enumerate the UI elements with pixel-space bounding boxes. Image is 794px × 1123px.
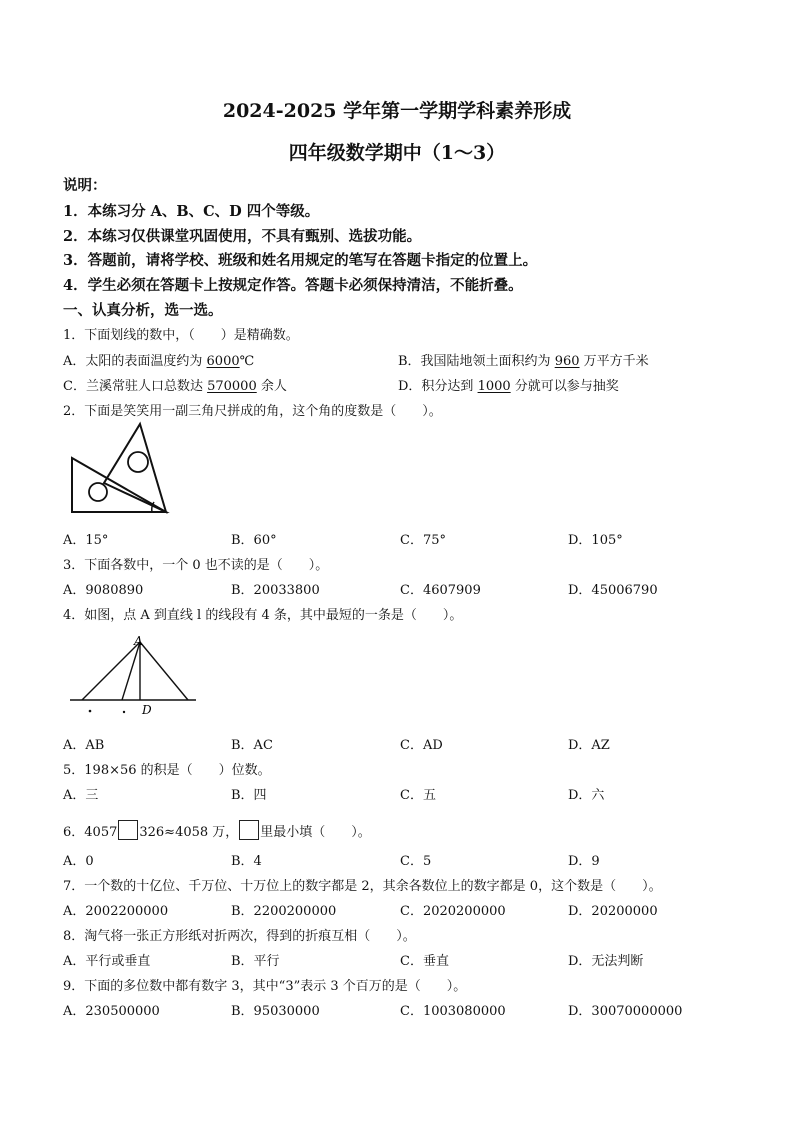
question-3-stem: 3．下面各数中，一个 0 也不读的是（ ）。 [63, 558, 329, 573]
question-1-option-c: C．兰溪常驻人口总数达 570000 余人 [63, 379, 287, 394]
question-8-stem: 8．淘气将一张正方形纸对折两次，得到的折痕互相（ ）。 [63, 929, 416, 944]
question-6-option-c: C．5 [400, 854, 432, 869]
question-4-option-b: B．AC [231, 738, 273, 753]
question-3-option-a: A．9080890 [63, 583, 144, 598]
page-subtitle: 四年级数学期中（1～3） [288, 142, 506, 164]
question-3-option-c: C．4607909 [400, 583, 481, 598]
question-8-option-d: D．无法判断 [568, 954, 644, 969]
question-7-option-d: D．20200000 [568, 904, 658, 919]
figure-label-a: A [134, 634, 143, 648]
question-9-option-c: C．1003080000 [400, 1004, 506, 1019]
blank-box [239, 820, 259, 840]
point-line-figure [62, 634, 202, 718]
question-2-option-a: A．15° [63, 533, 109, 548]
instructions-heading: 说明： [63, 177, 107, 194]
question-1-option-b: B．我国陆地领土面积约为 960 万平方千米 [398, 354, 649, 369]
question-2-option-d: D．105° [568, 533, 623, 548]
question-8-option-a: A．平行或垂直 [63, 954, 151, 969]
question-7-option-a: A．2002200000 [63, 904, 169, 919]
question-3-option-d: D．45006790 [568, 583, 658, 598]
question-4-stem: 4．如图，点 A 到直线 l 的线段有 4 条，其中最短的一条是（ ）。 [63, 608, 463, 623]
question-2-stem: 2．下面是笑笑用一副三角尺拼成的角，这个角的度数是（ ）。 [63, 404, 442, 419]
question-4-option-d: D．AZ [568, 738, 610, 753]
question-7-option-c: C．2020200000 [400, 904, 506, 919]
question-3-option-b: B．20033800 [231, 583, 320, 598]
question-5-stem: 5．198×56 的积是（ ）位数。 [63, 763, 271, 778]
question-1-stem: 1．下面划线的数中，（ ）是精确数。 [63, 328, 299, 343]
question-6-option-d: D．9 [568, 854, 600, 869]
question-8-option-c: C．垂直 [400, 954, 449, 969]
triangle-rulers-figure [66, 420, 176, 516]
instruction-item-3: 3．答题前，请将学校、班级和姓名用规定的笔写在答题卡指定的位置上。 [63, 252, 538, 269]
question-5-option-d: D．六 [568, 788, 605, 803]
question-1-option-a: A．太阳的表面温度约为 6000℃ [63, 354, 255, 369]
blank-box [118, 820, 138, 840]
section-heading: 一、认真分析，选一选。 [63, 302, 223, 319]
question-1-option-d: D．积分达到 1000 分就可以参与抽奖 [398, 379, 619, 394]
question-9-option-d: D．30070000000 [568, 1004, 683, 1019]
question-9-stem: 9．下面的多位数中都有数字 3，其中“3”表示 3 个百万的是（ ）。 [63, 979, 467, 994]
question-8-option-b: B．平行 [231, 954, 280, 969]
question-7-stem: 7．一个数的十亿位、千万位、十万位上的数字都是 2，其余各数位上的数字都是 0，这个数是（ ）。 [63, 879, 662, 894]
question-6-option-a: A．0 [63, 854, 94, 869]
question-5-option-b: B．四 [231, 788, 267, 803]
figure-label-d: D [142, 703, 152, 717]
question-9-option-a: A．230500000 [63, 1004, 160, 1019]
question-6-option-b: B．4 [231, 854, 262, 869]
question-9-option-b: B．95030000 [231, 1004, 320, 1019]
question-5-option-c: C．五 [400, 788, 436, 803]
instruction-item-4: 4．学生必须在答题卡上按规定作答。答题卡必须保持清洁，不能折叠。 [63, 277, 523, 294]
instruction-item-1: 1．本练习分 A、B、C、D 四个等级。 [63, 203, 320, 220]
question-2-option-b: B．60° [231, 533, 277, 548]
question-2-option-c: C．75° [400, 533, 446, 548]
question-4-option-c: C．AD [400, 738, 443, 753]
question-6-stem: 6．4057 326≈4058 万， 里最小填（ ）。 [63, 820, 371, 840]
instruction-item-2: 2．本练习仅供课堂巩固使用，不具有甄别、选拔功能。 [63, 228, 422, 245]
page-title: 2024-2025 学年第一学期学科素养形成 [222, 100, 572, 122]
question-4-option-a: A．AB [63, 738, 105, 753]
question-7-option-b: B．2200200000 [231, 904, 337, 919]
question-5-option-a: A．三 [63, 788, 99, 803]
